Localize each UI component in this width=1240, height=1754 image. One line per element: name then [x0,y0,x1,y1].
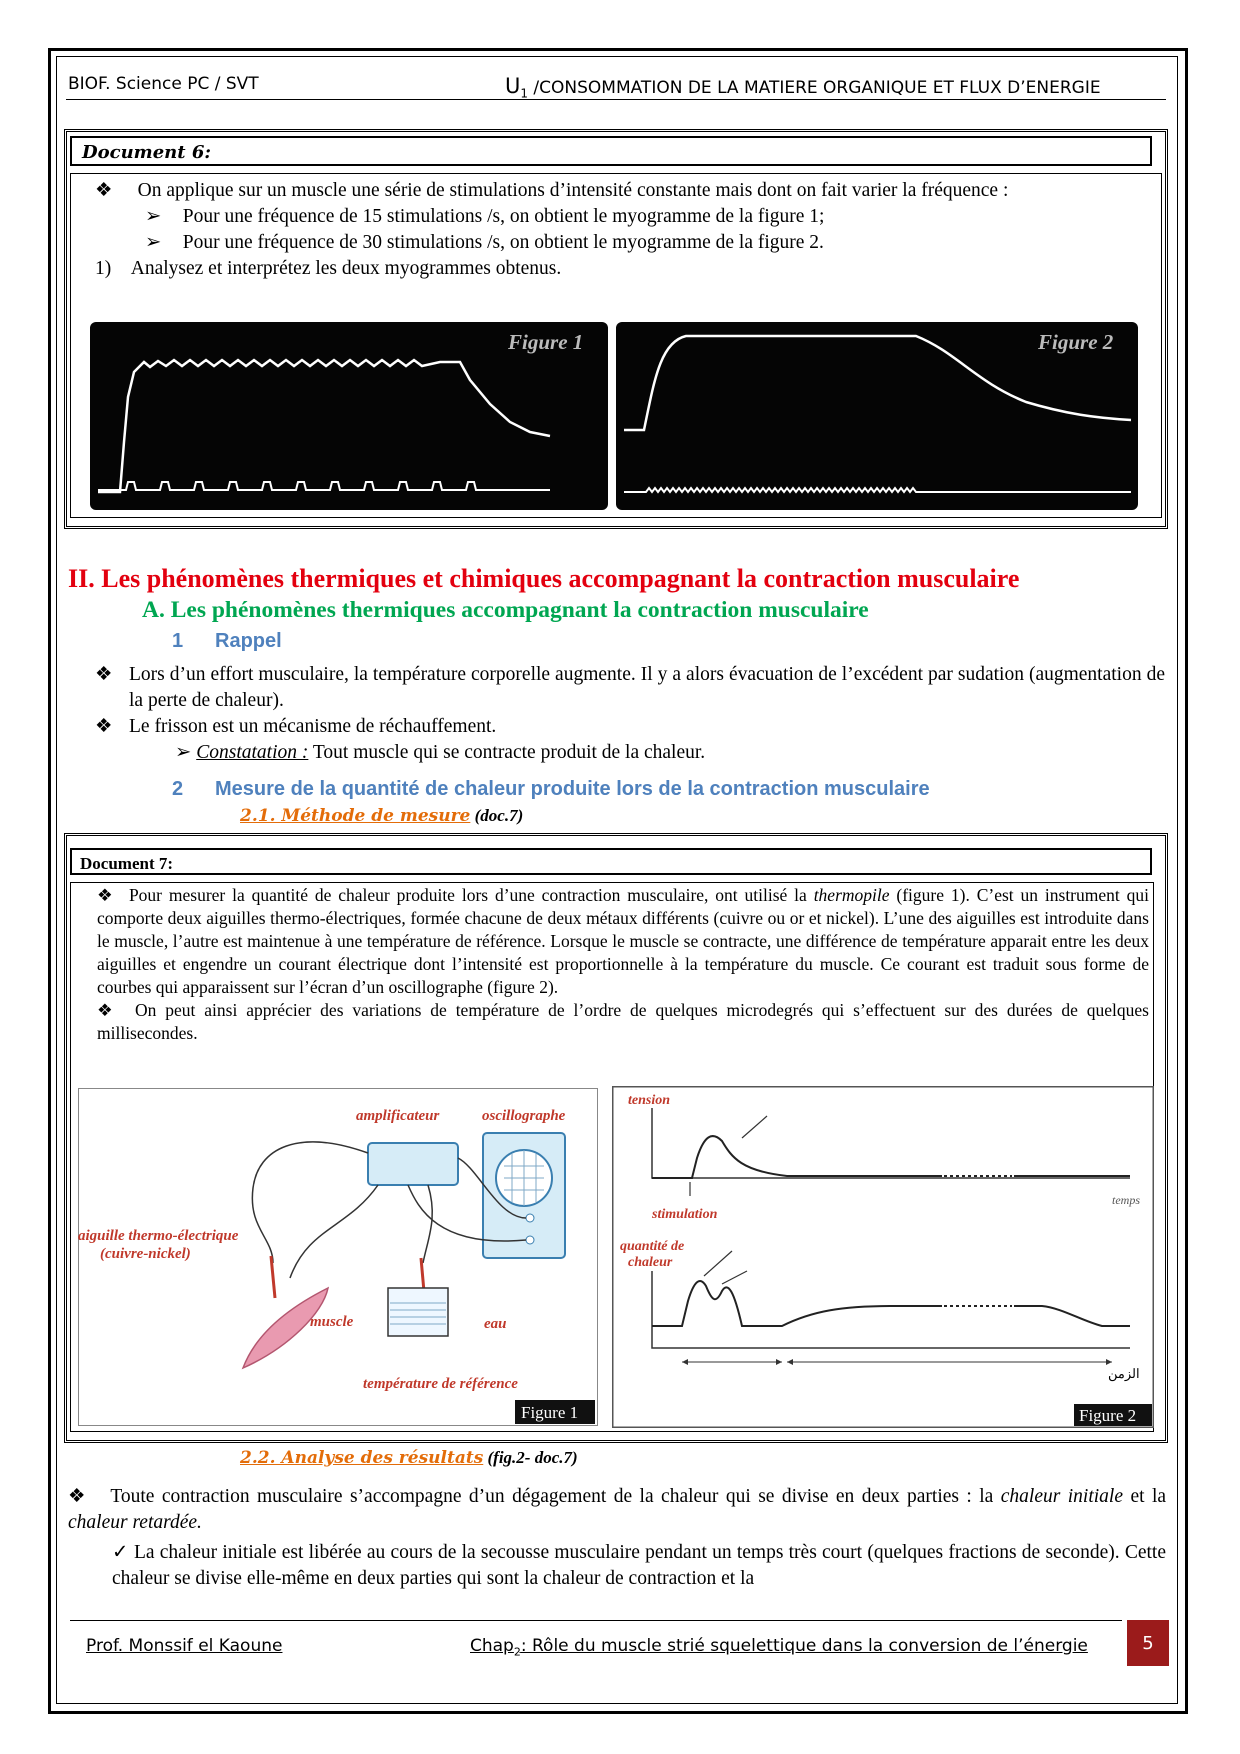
arrow-bullet-icon: ➢ [145,206,162,227]
diamond-bullet-icon: ❖ [97,885,116,905]
header-rule [66,99,1166,100]
footer-author: Prof. Monssif el Kaoune [86,1636,283,1656]
amplificateur-label: amplificateur [356,1108,440,1124]
doc6-intro: On applique sur un muscle une série de stimulations d’intensité constante mais dont on fait varier la fréquence : [137,180,1009,201]
section-2a-title: A. Les phénomènes thermiques accompagnant la contraction musculaire [142,597,869,623]
aiguille-label: aiguille thermo-électrique [78,1228,239,1244]
myogram-1-label: Figure 1 [508,330,584,354]
rappel-content [95,662,1165,766]
cuivre-nickel-label: (cuivre-nickel) [100,1246,191,1262]
header-unit: U [505,74,521,98]
header-unit-sub: 1 [520,86,529,101]
analysis-paragraph-1: ❖ Toute contraction musculaire s’accompagne d’un dégagement de la chaleur qui se divise en deux parties : la chaleur initiale et la chaleur retardée. [68,1486,1167,1533]
header-title: /CONSOMMATION DE LA MATIERE ORGANIQUE ET FLUX D’ENERGIE [528,78,1101,98]
beaker-icon [388,1288,448,1336]
footer-rule [70,1620,1122,1621]
heading-2-1: 2.1. Méthode de mesure (doc.7) [240,806,524,826]
document-7-text: ❖ Pour mesurer la quantité de chaleur produite lors d’une contraction musculaire, ont utilisé la thermopile (figure 1). C’est un instrument qui comporte deux aiguilles thermo-électriques, formée chacune de deux métaux différents (cuivre ou or et nickel). L’une des aiguilles est introduite dans le muscle, l’autre est maintenue à une température de référence. Lorsque le muscle se contracte, une différence de température apparait entre les deux aiguilles et engendre un courant électrique dont l’intensité est proportionnelle à la température du muscle. Ce courant est traduit sous forme de courbes qui apparaissent sur l’écran d’un oscillographe (figure 2). ❖ On peut ainsi apprécier des variations de température de l’ordre de quelques microdegrés qui s’effectuent sur des durées de quelques millisecondes. [97,885,1149,1043]
constatation-line [95,740,1165,766]
heading-rappel: Rappel [215,630,282,652]
constatation-text: Tout muscle qui se contracte produit de la chaleur. [308,742,706,763]
document-6-title: Document 6: [70,136,1152,166]
document-6-text [95,178,1085,282]
doc6-item-1: Pour une fréquence de 15 stimulations /s, on obtient le myogramme de la figure 1; [182,206,825,227]
rappel-bullet-1: ❖ Lors d’un effort musculaire, la température corporelle augmente. Il y a alors évacuation de l’excédent par sudation (augmentation de la perte de chaleur). [95,662,1165,714]
tension-label: tension [628,1093,671,1108]
diamond-bullet-icon: ❖ [95,180,113,201]
section-2-title: II. Les phénomènes thermiques et chimiques accompagnant la contraction musculaire [68,564,1020,593]
heat-curves-figure-2 [612,1086,1154,1428]
figure-2-frame [613,1087,1154,1428]
diamond-bullet-icon: ❖ [95,716,113,737]
header-left: BIOF. Science PC / SVT [68,74,259,94]
constatation-label: Constatation : [196,742,309,763]
diamond-bullet-icon: ❖ [95,664,113,685]
diamond-bullet-icon: ❖ [97,1000,118,1020]
analysis-text [68,1484,1166,1592]
temps-label: temps [1112,1193,1140,1207]
heading-1-number: 1 [172,630,184,652]
rappel-bullet-2: ❖ Le frisson est un mécanisme de réchauffement. [95,714,1165,740]
doc6-question: 1) Analysez et interprétez les deux myogrammes obtenus. [95,258,562,279]
heading-mesure: Mesure de la quantité de chaleur produite lors de la contraction musculaire [215,778,930,800]
analysis-paragraph-2: ✓ La chaleur initiale est libérée au cours de la secousse musculaire pendant un temps très court (quelques fractions de seconde). Cette chaleur se divise elle-même en deux parties qui sont la chaleur de contraction et la [112,1542,1166,1589]
oscillograph-terminal [526,1214,534,1222]
page-number: 5 [1127,1620,1169,1666]
eau-label: eau [484,1316,507,1332]
document-7-title: Document 7: [70,848,1152,875]
oscillograph-terminal [526,1236,534,1244]
oscillographe-label: oscillographe [482,1108,566,1124]
amplifier-box [368,1143,458,1185]
stimulation-label: stimulation [652,1207,718,1222]
diamond-bullet-icon: ❖ [68,1486,89,1507]
heading-2-number: 2 [172,778,184,800]
myogram-figure-2 [616,322,1138,510]
quantite-label: quantité de [620,1239,685,1254]
myogram-2-label: Figure 2 [1038,330,1114,354]
heading-2-2: 2.2. Analyse des résultats (fig.2- doc.7) [240,1448,578,1468]
footer-chapter: Chap$_2$: Rôle du muscle strié squelettique dans la conversion de l’énergie [470,1636,1088,1659]
arrow-bullet-icon: ➢ [145,232,162,253]
header-right [505,74,1101,100]
figure-2-tag-label: Figure 2 [1079,1406,1137,1425]
doc6-item-2: Pour une fréquence de 30 stimulations /s, on obtient le myogramme de la figure 2. [182,232,824,253]
myogram-figure-1 [90,322,608,510]
thermopile-figure-1 [78,1088,598,1426]
arabic-time-label: الزمن [1108,1366,1140,1381]
temperature-reference-label: température de référence [363,1376,518,1392]
figure-1-tag-label: Figure 1 [521,1403,579,1422]
muscle-label: muscle [310,1314,354,1330]
chaleur-label: chaleur [628,1255,673,1270]
arrow-bullet-icon: ➢ [175,742,192,763]
check-bullet-icon: ✓ [112,1542,129,1563]
